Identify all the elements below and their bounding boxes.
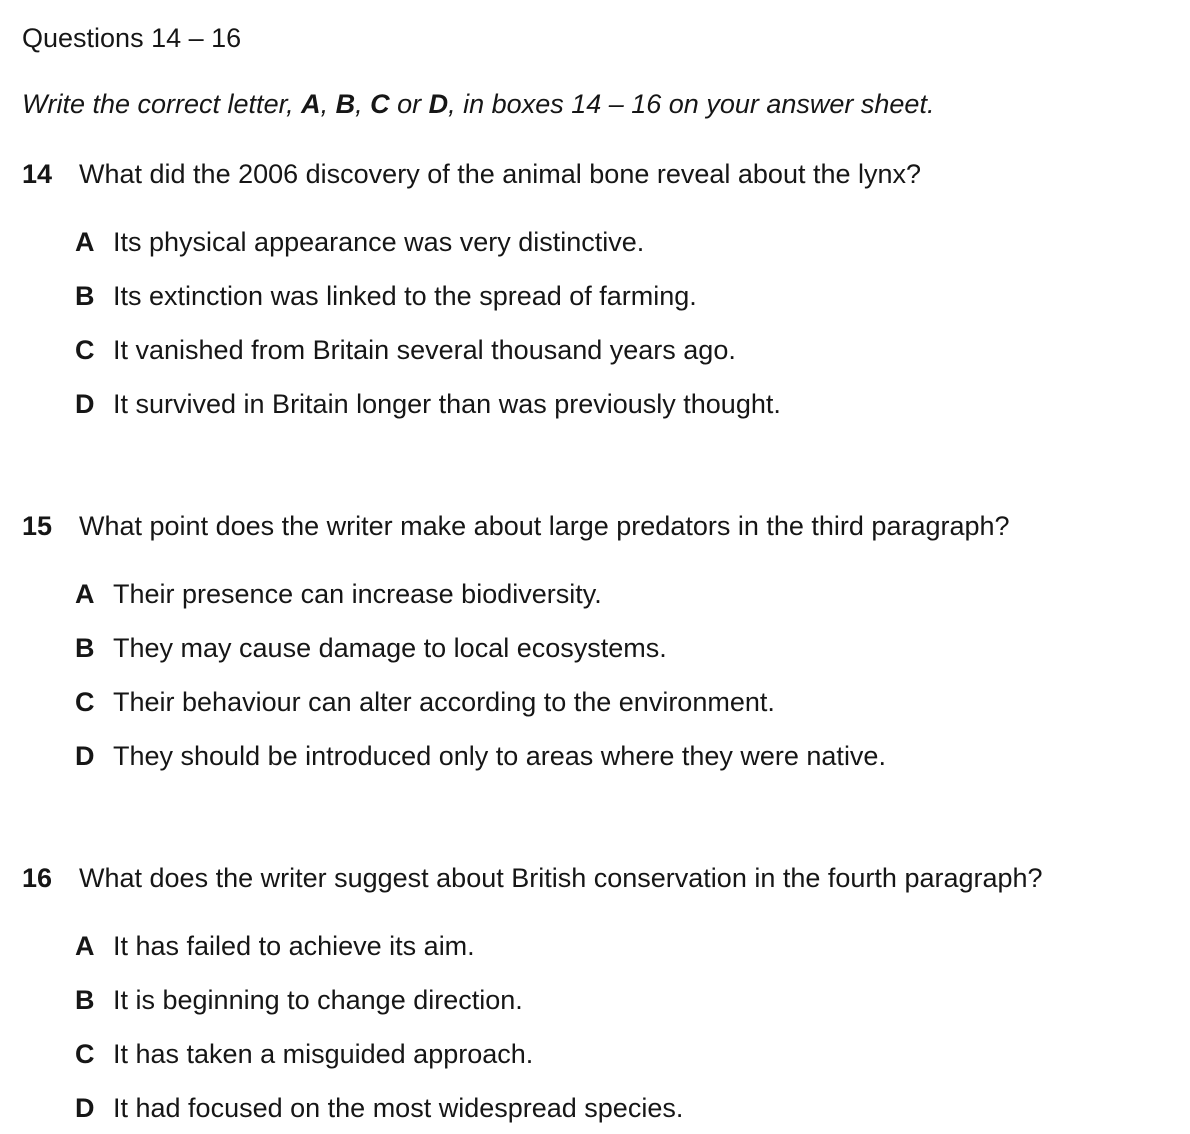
options-list xyxy=(75,228,1180,418)
instruction-segment: Write the correct letter, xyxy=(22,89,302,119)
option-letter: D xyxy=(75,1093,95,1123)
option-text: Its physical appearance was very distinctive. xyxy=(113,227,645,257)
question-number: 14 xyxy=(22,159,53,189)
question-16 xyxy=(22,864,1180,1122)
option-text: It had focused on the most widespread species. xyxy=(113,1093,684,1123)
question-15 xyxy=(22,512,1180,770)
option-text: They should be introduced only to areas where they were native. xyxy=(113,741,886,771)
option-text: They may cause damage to local ecosystems. xyxy=(113,633,667,663)
option-letter: C xyxy=(75,687,95,717)
option-letter: A xyxy=(75,579,95,609)
option-14-A xyxy=(75,228,1180,256)
instruction-segment: , xyxy=(320,89,336,119)
options-list xyxy=(75,580,1180,770)
instruction-text xyxy=(22,90,1180,118)
option-text: It has failed to achieve its aim. xyxy=(113,931,475,961)
question-text: What does the writer suggest about British conservation in the fourth paragraph? xyxy=(79,863,1043,893)
option-letter: D xyxy=(75,389,95,419)
option-16-A xyxy=(75,932,1180,960)
option-text: Their behaviour can alter according to the environment. xyxy=(113,687,775,717)
question-row xyxy=(22,160,1180,188)
option-letter: C xyxy=(75,1039,95,1069)
option-15-B xyxy=(75,634,1180,662)
option-14-B xyxy=(75,282,1180,310)
option-16-B xyxy=(75,986,1180,1014)
option-15-A xyxy=(75,580,1180,608)
section-heading: Questions 14 – 16 xyxy=(22,23,242,53)
question-row xyxy=(22,512,1180,540)
instruction-segment: , xyxy=(355,89,371,119)
instruction-letter: A xyxy=(301,89,321,119)
question-row xyxy=(22,864,1180,892)
question-14 xyxy=(22,160,1180,418)
option-letter: A xyxy=(75,227,95,257)
option-letter: D xyxy=(75,741,95,771)
option-text: It is beginning to change direction. xyxy=(113,985,523,1015)
option-text: It has taken a misguided approach. xyxy=(113,1039,534,1069)
instruction-segment: , in boxes 14 – 16 on your answer sheet. xyxy=(448,89,935,119)
option-letter: C xyxy=(75,335,95,365)
option-letter: A xyxy=(75,931,95,961)
instruction-letter: B xyxy=(335,89,356,119)
option-text: Their presence can increase biodiversity. xyxy=(113,579,602,609)
instruction-letter: D xyxy=(428,89,449,119)
option-15-C xyxy=(75,688,1180,716)
option-letter: B xyxy=(75,281,95,311)
questions-list xyxy=(22,160,1180,1122)
option-14-D xyxy=(75,390,1180,418)
instruction-segment: or xyxy=(389,89,429,119)
option-letter: B xyxy=(75,633,95,663)
instruction-letter: C xyxy=(370,89,390,119)
option-15-D xyxy=(75,742,1180,770)
options-list xyxy=(75,932,1180,1122)
option-16-C xyxy=(75,1040,1180,1068)
question-number: 15 xyxy=(22,511,53,541)
option-letter: B xyxy=(75,985,95,1015)
question-text: What point does the writer make about large predators in the third paragraph? xyxy=(79,511,1010,541)
option-text: Its extinction was linked to the spread of farming. xyxy=(113,281,697,311)
option-text: It vanished from Britain several thousand years ago. xyxy=(113,335,736,365)
question-number: 16 xyxy=(22,863,53,893)
question-text: What did the 2006 discovery of the animal bone reveal about the lynx? xyxy=(79,159,922,189)
option-text: It survived in Britain longer than was previously thought. xyxy=(113,389,781,419)
option-14-C xyxy=(75,336,1180,364)
option-16-D xyxy=(75,1094,1180,1122)
